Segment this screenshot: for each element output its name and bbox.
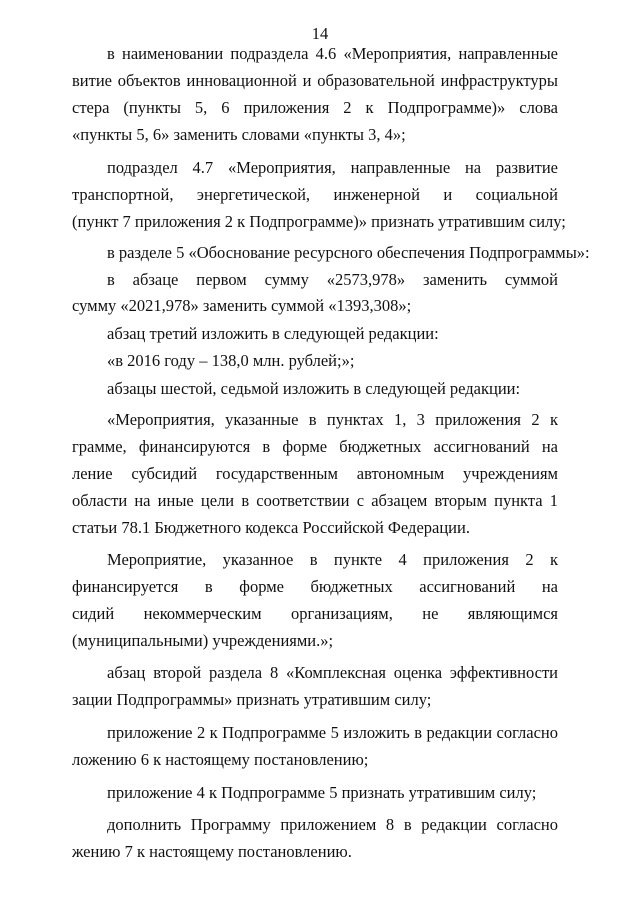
text-line: ление субсидий государственным автономным учреждениям	[72, 464, 558, 483]
text-line: в наименовании подраздела 4.6 «Мероприятия, направленные	[107, 44, 558, 63]
text-line: в абзаце первом сумму «2573,978» заменить суммой	[107, 270, 558, 289]
text-line: ложению 6 к настоящему постановлению;	[72, 750, 369, 769]
text-line: в разделе 5 «Обоснование ресурсного обеспечения Подпрограммы»:	[107, 243, 590, 262]
text-line: приложение 4 к Подпрограмме 5 признать утратившим силу;	[107, 783, 537, 802]
text-line: «Мероприятия, указанные в пунктах 1, 3 приложения 2 к	[107, 410, 558, 429]
text-line: (пункт 7 приложения 2 к Подпрограмме)» признать утратившим силу;	[72, 212, 566, 231]
page-number: 14	[311, 24, 329, 43]
text-line: области на иные цели в соответствии с абзацем вторым пункта 1	[72, 491, 558, 510]
text-line: дополнить Программу приложением 8 в редакции согласно	[107, 815, 558, 834]
text-line: абзац второй раздела 8 «Комплексная оценка эффективности	[107, 663, 558, 682]
text-line: подраздел 4.7 «Мероприятия, направленные на развитие	[107, 158, 558, 177]
text-line: финансируется в форме бюджетных ассигнований на	[72, 577, 558, 596]
text-line: сумму «2021,978» заменить суммой «1393,308»;	[72, 296, 412, 315]
text-line: «пункты 5, 6» заменить словами «пункты 3, 4»;	[72, 125, 406, 144]
text-line: абзац третий изложить в следующей редакции:	[107, 324, 439, 343]
text-line: абзацы шестой, седьмой изложить в следующей редакции:	[107, 379, 521, 398]
text-line: грамме, финансируются в форме бюджетных ассигнований на	[72, 437, 558, 456]
text-line: стера (пункты 5, 6 приложения 2 к Подпрограмме)» слова	[72, 98, 558, 117]
text-line: транспортной, энергетической, инженерной и социальной	[72, 185, 558, 204]
text-line: статьи 78.1 Бюджетного кодекса Российской Федерации.	[72, 518, 470, 537]
text-line: (муниципальными) учреждениями.»;	[72, 631, 334, 650]
text-line: приложение 2 к Подпрограмме 5 изложить в редакции согласно	[107, 723, 558, 742]
text-line: сидий некоммерческим организациям, не являющимся	[72, 604, 558, 623]
text-line: витие объектов инновационной и образовательной инфраструктуры	[72, 71, 558, 90]
text-line: «в 2016 году – 138,0 млн. рублей;»;	[107, 351, 355, 370]
text-line: зации Подпрограммы» признать утратившим силу;	[72, 690, 432, 709]
text-line: Мероприятие, указанное в пункте 4 приложения 2 к	[107, 550, 558, 569]
text-line: жению 7 к настоящему постановлению.	[72, 842, 352, 861]
